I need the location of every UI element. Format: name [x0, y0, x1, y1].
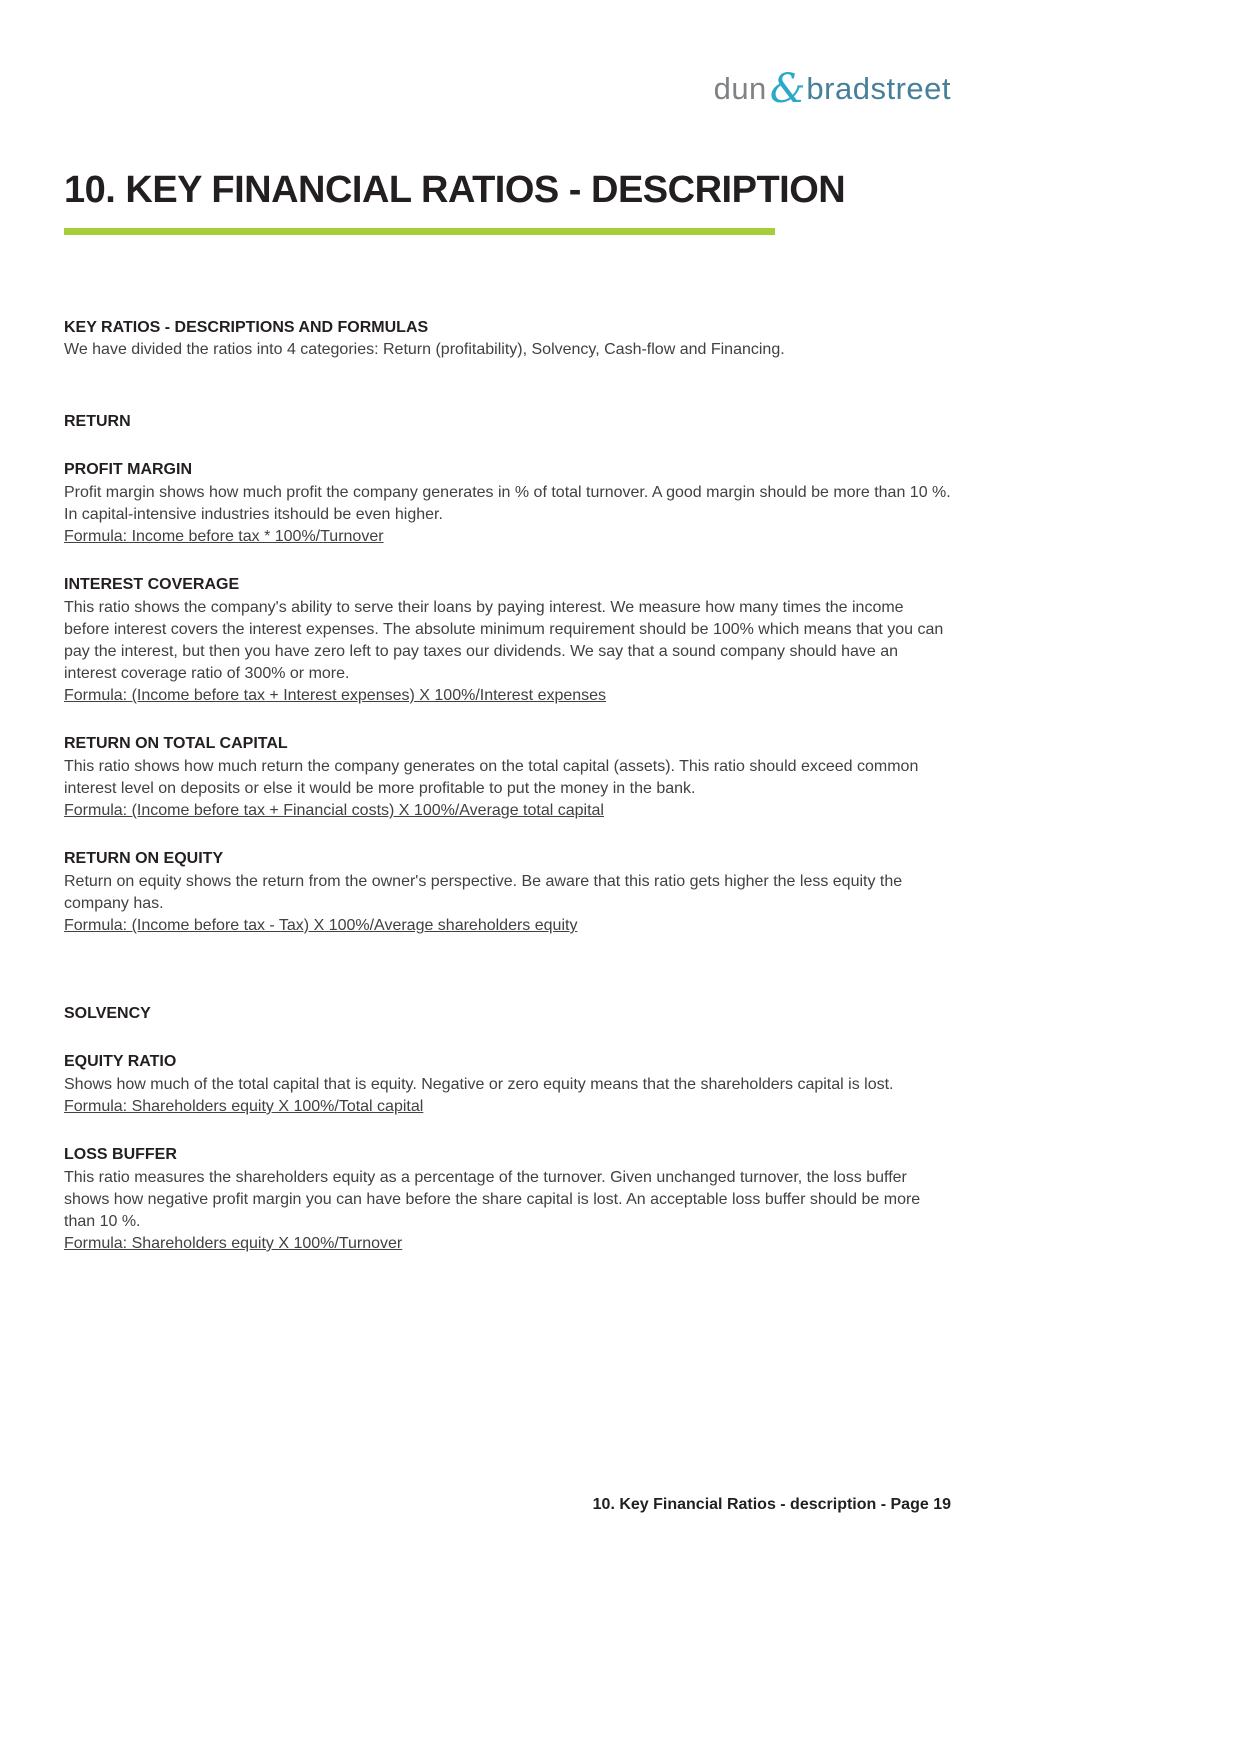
ratio-description: This ratio shows how much return the company generates on the total capital (assets). This ratio should exceed common interest level on deposits or else it would be more profitable to put the money in the bank. — [64, 758, 919, 797]
ratio-title: PROFIT MARGIN — [64, 461, 192, 478]
ratio-formula: Formula: Shareholders equity X 100%/Total capital — [64, 1098, 424, 1115]
page-footer: 10. Key Financial Ratios - description - Page 19 — [592, 1496, 951, 1513]
ampersand-icon: & — [769, 66, 806, 112]
logo-text-bradstreet: bradstreet — [806, 71, 951, 106]
ratio-description: Profit margin shows how much profit the company generates in % of total turnover. A good margin should be more than 10 %. In capital-intensive industries itshould be even higher. — [64, 484, 951, 523]
ratio-title: RETURN ON EQUITY — [64, 850, 224, 867]
intro-heading: KEY RATIOS - DESCRIPTIONS AND FORMULAS — [64, 319, 429, 336]
ratio-interest-coverage — [64, 574, 951, 707]
title-accent-bar — [64, 228, 775, 235]
intro-body: We have divided the ratios into 4 categories: Return (profitability), Solvency, Cash-flow and Financing. — [64, 341, 785, 358]
logo-row — [64, 0, 951, 112]
page-content — [64, 0, 951, 1754]
ratio-title: LOSS BUFFER — [64, 1146, 177, 1163]
ratio-description: Return on equity shows the return from the owner's perspective. Be aware that this ratio gets higher the less equity the company has. — [64, 873, 903, 912]
ratio-title: INTEREST COVERAGE — [64, 576, 240, 593]
logo-text-dun: dun — [713, 71, 767, 106]
ratio-formula: Formula: (Income before tax + Financial costs) X 100%/Average total capital — [64, 802, 604, 819]
ratio-loss-buffer — [64, 1144, 951, 1255]
page-title: 10. KEY FINANCIAL RATIOS - DESCRIPTION — [64, 169, 846, 211]
dun-bradstreet-logo — [713, 66, 951, 112]
ratio-profit-margin — [64, 459, 951, 548]
ratio-return-on-total-capital — [64, 733, 951, 822]
section-heading-solvency: SOLVENCY — [64, 1005, 151, 1022]
ratio-title: EQUITY RATIO — [64, 1053, 177, 1070]
ratio-title: RETURN ON TOTAL CAPITAL — [64, 735, 288, 752]
section-solvency — [64, 1003, 951, 1255]
ratio-description: This ratio shows the company's ability to serve their loans by paying interest. We measure how many times the income before interest covers the interest expenses. The absolute minimum requirement should be 100% which means that you can pay the interest, but then you have zero left to pay taxes our dividends. We say that a sound company should have an interest coverage ratio of 300% or more. — [64, 599, 944, 682]
ratio-return-on-equity — [64, 848, 951, 937]
section-heading-return: RETURN — [64, 413, 131, 430]
ratio-equity-ratio — [64, 1051, 951, 1118]
ratio-formula: Formula: Income before tax * 100%/Turnover — [64, 528, 384, 545]
ratio-formula: Formula: Shareholders equity X 100%/Turnover — [64, 1235, 403, 1252]
intro-block — [64, 317, 951, 361]
ratio-formula: Formula: (Income before tax - Tax) X 100%/Average shareholders equity — [64, 917, 578, 934]
ratio-formula: Formula: (Income before tax + Interest expenses) X 100%/Interest expenses — [64, 687, 607, 704]
section-return — [64, 411, 951, 937]
ratio-description: This ratio measures the shareholders equity as a percentage of the turnover. Given unchanged turnover, the loss buffer shows how negative profit margin you can have before the share capital is lost. An acceptable loss buffer should be more than 10 %. — [64, 1169, 921, 1230]
ratio-description: Shows how much of the total capital that is equity. Negative or zero equity means that the shareholders capital is lost. — [64, 1076, 894, 1093]
